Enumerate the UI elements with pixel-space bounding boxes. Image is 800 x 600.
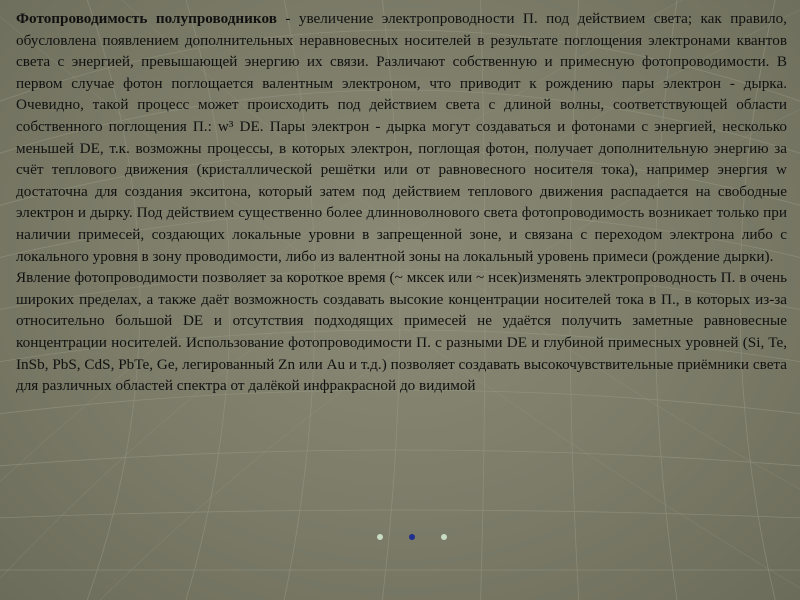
nav-dot[interactable] (441, 534, 447, 540)
paragraph-2: Явление фотопроводимости позволяет за короткое время (~ мксек или ~ нсек)изменять электропроводность П. в очень широких пределах, а также даёт возможность создавать высокие концентрации носителей тока в П., в которых из-за относительно большой DE и отсутствия подходящих примесей не удаётся получить заметные равновесные концентрации носителей. Использование фотопроводимости П. с разными DE и глубиной примесных уровней (Si, Te, InSb, PbS, CdS, PbTe, Ge, легированный Zn или Au и т.д.) позволяет создавать высокочувствительные приёмники света для различных областей спектра от далёкой инфракрасной до видимой (16, 269, 787, 395)
article-text (16, 8, 787, 397)
paragraph-1-body: - увеличение электропроводности П. под действием света; как правило, обусловлена появлением дополнительных неравновесных носителей в результате поглощения электронами квантов света с энергией, превышающей энергию их связи. Различают собственную и примесную фотопроводимости. В первом случае фотон поглощается валентным электроном, что приводит к рождению пары электрон - дырка. Очевидно, такой процесс может происходить под действием света с длиной волны, соответствующей области собственного поглощения П.: w³ DE. Пары электрон - дырка могут создаваться и фотонами с энергией, несколько меньшей DE, т.к. возможны процессы, в которых электрон, поглощая фотон, получает дополнительную энергию за счёт теплового движения (кристаллической решётки или от равновесного носителя тока), например энергия w достаточна для создания экситона, который затем под действием теплового движения распадается на свободные электрон и дырку. Под действием существенно более длинноволнового света фотопроводимость возникает только при наличии примесей, создающих локальные уровни в запрещенной зоне, и связана с переходом электрона либо с локального уровня в зону проводимости, либо из валентной зоны на локальный уровень примеси (рождение дырки). (16, 10, 787, 265)
paragraph-1 (16, 8, 787, 267)
navigation-dots (0, 534, 800, 546)
nav-dot-active[interactable] (409, 534, 415, 540)
nav-dot[interactable] (377, 534, 383, 540)
term-heading: Фотопроводимость полупроводников (16, 10, 277, 27)
